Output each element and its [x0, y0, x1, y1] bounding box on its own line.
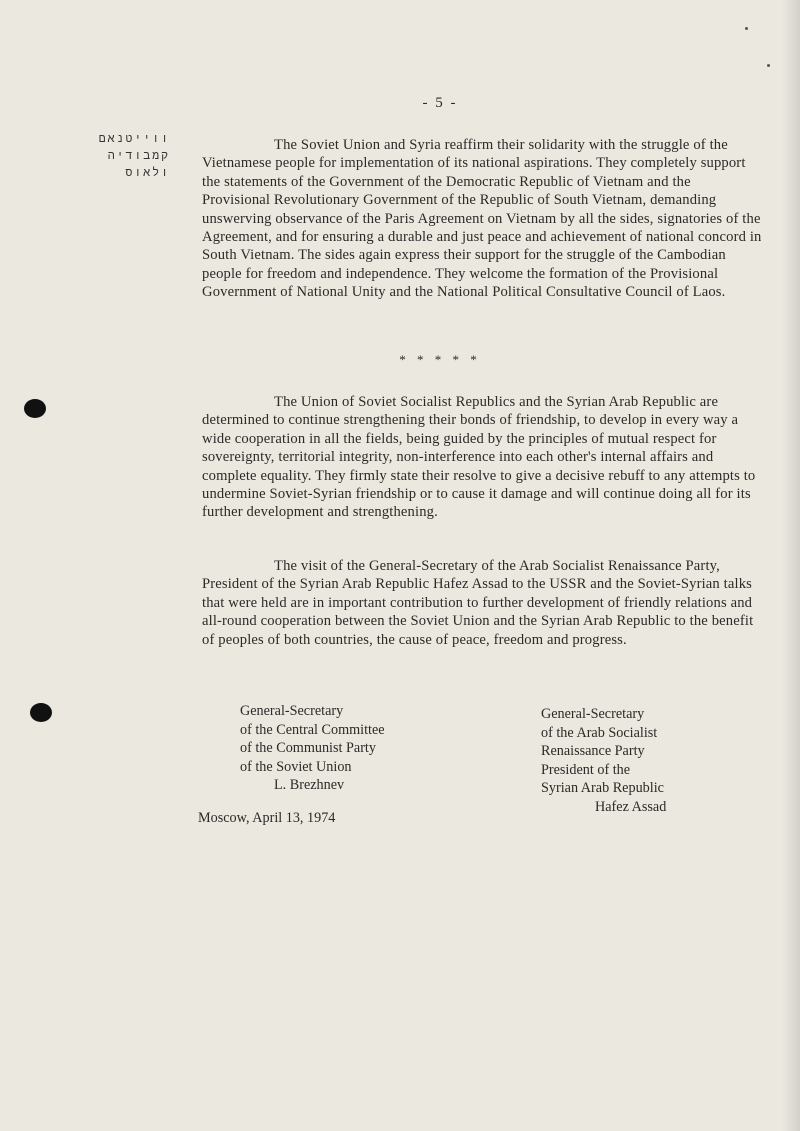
paragraph-text: The Union of Soviet Socialist Republics and the Syrian Arab Republic are determined to continue strengthening their bonds of friendship, to develop in every way a wide cooperation in all the fields, being guided by the principles of mutual respect for sovereignty, territorial integrity, non-interference into each other's internal affairs and complete equality. They firmly state their resolve to give a decisive rebuff to any attempts to undermine Soviet-Syrian friendship or to cause it damage and will continue doing all for its further development and strengthening.	[202, 394, 756, 521]
paragraph-text: The visit of the General-Secretary of the Arab Socialist Renaissance Party, President of the Syrian Arab Republic Hafez Assad to the USSR and the Soviet-Syrian talks that were held are in important contribution to further development of friendly relations and all-round cooperation between the Soviet Union and the Syrian Arab Republic to the benefit of peoples of both countries, the cause of peace, freedom and progress.	[202, 558, 754, 648]
signature-title-line: General-Secretary	[240, 703, 344, 719]
signature-block-left	[240, 702, 460, 795]
margin-note-line: ווייטנאם	[98, 131, 170, 145]
signature-title-line: of the Soviet Union	[240, 758, 352, 775]
signature-title-line: Renaissance Party	[541, 743, 645, 760]
paragraph-friendship	[202, 393, 762, 522]
signature-title-line: General-Secretary	[541, 706, 645, 722]
margin-note-line: קמבודיה	[107, 148, 170, 162]
signature-title-line: President of the	[541, 761, 631, 778]
page-edge-shadow	[782, 0, 800, 1131]
signatory-name: Hafez Assad	[595, 798, 667, 815]
signature-title-line: of the Central Committee	[240, 721, 385, 738]
margin-note-hebrew	[90, 130, 170, 181]
punch-hole-bottom	[30, 703, 52, 722]
signature-title-line: of the Communist Party	[240, 740, 376, 757]
paragraph-text: The Soviet Union and Syria reaffirm their solidarity with the struggle of the Vietnamese people for implementation of its national aspirations. They completely support the statements of the Government of the Democratic Republic of Vietnam and the Provisional Revolutionary Government of the Republic of South Vietnam, demanding unswerving observance of the Paris Agreement on Vietnam by all the sides, signatories of the Agreement, and for ensuring a durable and just peace and achievement of national concord in South Vietnam. The sides again express their support for the struggle of the Cambodian people for freedom and independence. They welcome the formation of the Provisional Government of National Unity and the National Political Consultative Council of Laos.	[202, 137, 762, 301]
signature-block-right	[541, 705, 741, 817]
signature-title-line: Syrian Arab Republic	[541, 780, 664, 797]
margin-note-line: ולאוס	[125, 165, 170, 179]
paragraph-vietnam	[202, 136, 762, 302]
paragraph-visit	[202, 557, 762, 649]
paper-speck	[767, 64, 770, 67]
signature-title-line: of the Arab Socialist	[541, 724, 658, 741]
paper-speck	[745, 27, 748, 30]
place-and-date: Moscow, April 13, 1974	[198, 810, 336, 826]
signatory-name: L. Brezhnev	[274, 777, 345, 794]
page-number: - 5 -	[422, 95, 458, 111]
section-separator: * * * * *	[399, 352, 481, 367]
punch-hole-top	[24, 399, 46, 418]
